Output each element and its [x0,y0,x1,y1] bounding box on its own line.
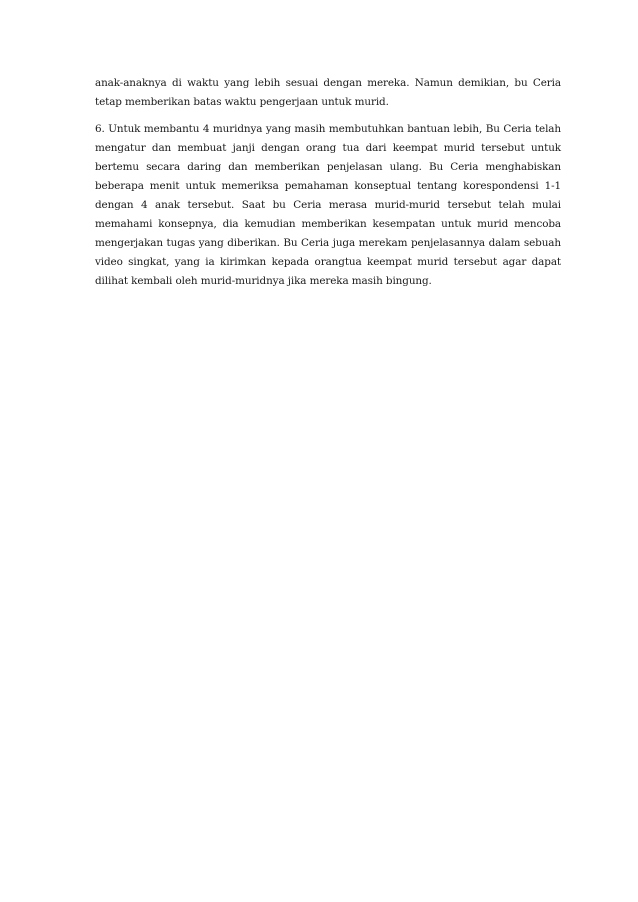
paragraph-continuation: anak-anaknya di waktu yang lebih sesuai dengan mereka. Namun demikian, bu Ceria tetap memberikan batas waktu pengerjaan untuk murid. [95,77,561,108]
paragraph-item-6: 6. Untuk membantu 4 muridnya yang masih membutuhkan bantuan lebih, Bu Ceria telah mengatur dan membuat janji dengan orang tua dari keempat murid tersebut untuk bertemu secara daring dan memberikan penjelasan ulang. Bu Ceria menghabiskan beberapa menit untuk memeriksa pemahaman konseptual tentang korespondensi 1-1 dengan 4 anak tersebut. Saat bu Ceria merasa murid-murid tersebut telah mulai memahami konsepnya, dia kemudian memberikan kesempatan untuk murid mencoba mengerjakan tugas yang diberikan. Bu Ceria juga merekam penjelasannya dalam sebuah video singkat, yang ia kirimkan kepada orangtua keempat murid tersebut agar dapat dilihat kembali oleh murid-muridnya jika mereka masih bingung. [95,123,561,287]
document-body [95,74,561,291]
